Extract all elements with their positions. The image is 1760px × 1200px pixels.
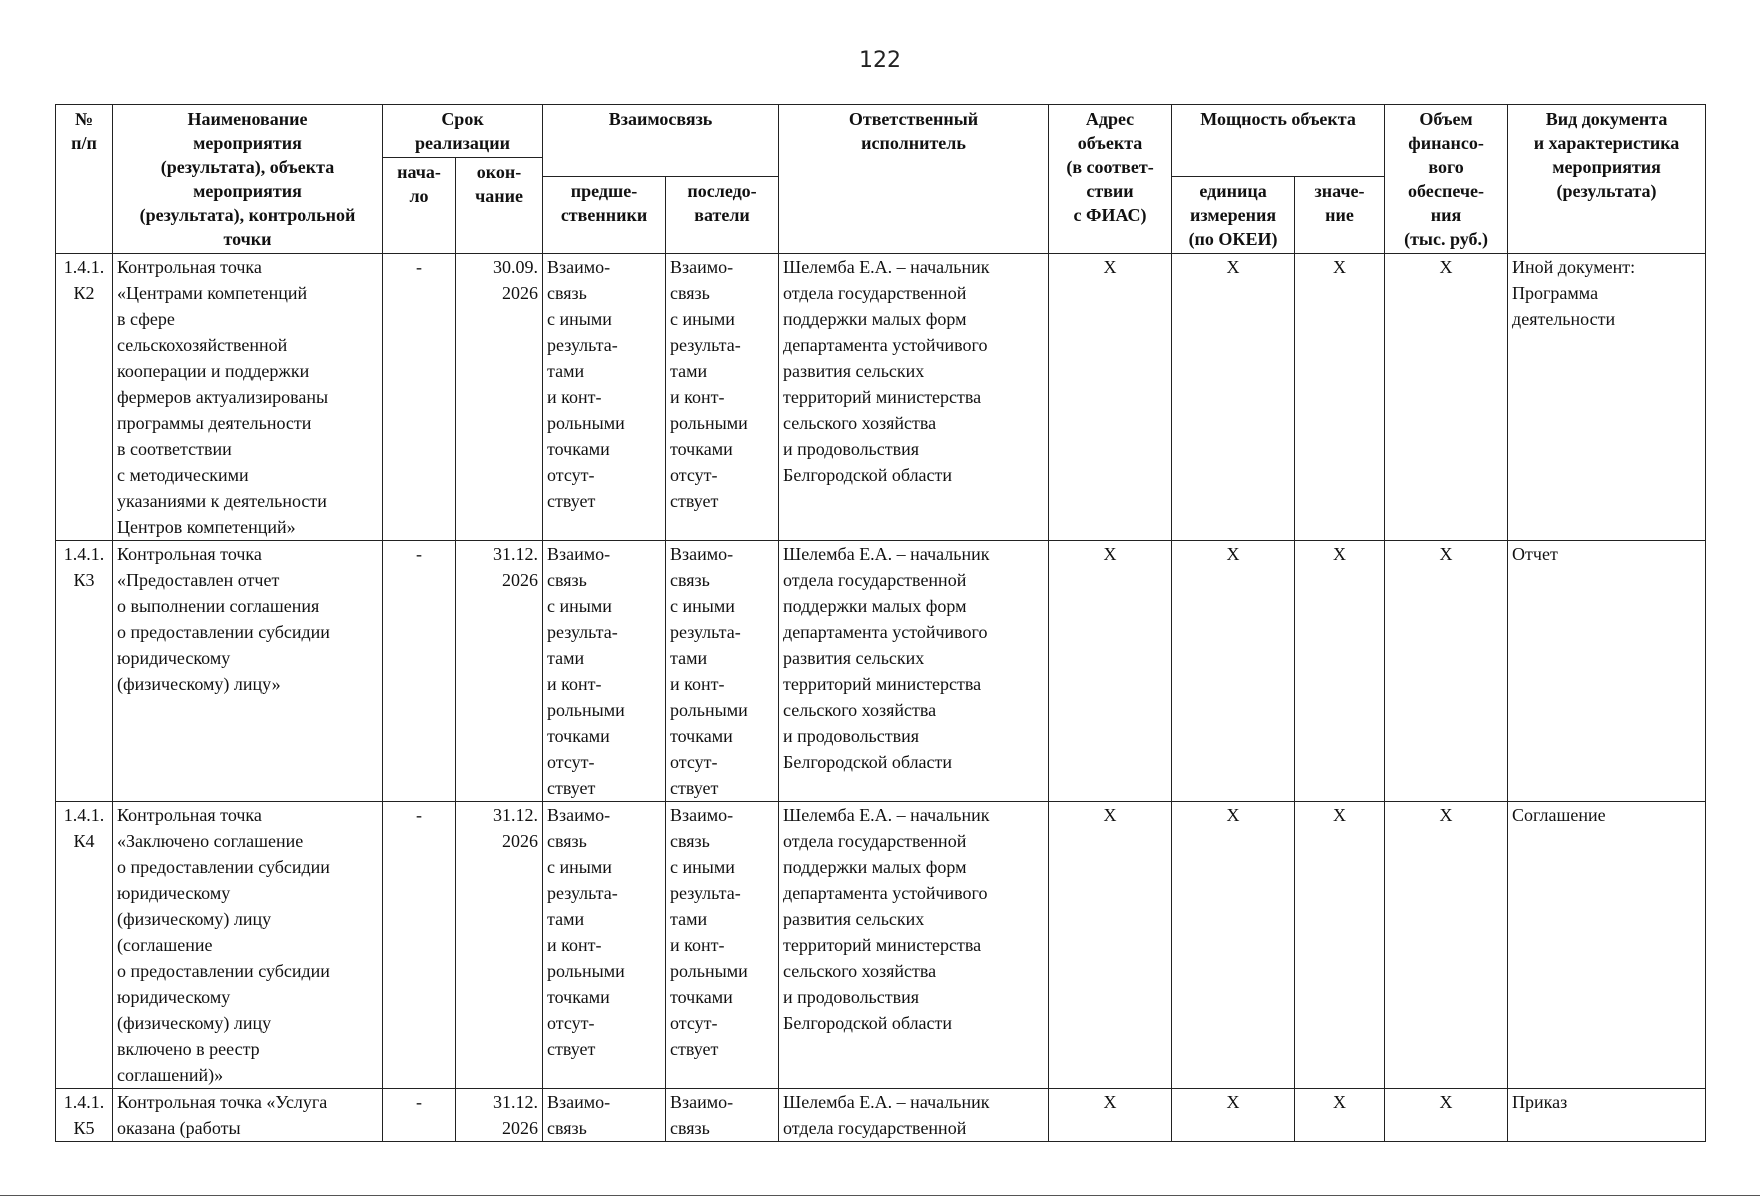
- row-responsible: Шелемба Е.А. – начальник отдела государственной поддержки малых форм департамента устойчивого развития сельских территорий министерства сельского хозяйства и продовольствия Белгородской области: [779, 802, 1049, 1089]
- row-end: 31.12. 2026: [456, 1089, 543, 1142]
- row-responsible: Шелемба Е.А. – начальник отдела государственной: [779, 1089, 1049, 1142]
- row-value: X: [1295, 802, 1385, 1089]
- row-unit: X: [1172, 254, 1295, 541]
- row-doc: Соглашение: [1508, 802, 1706, 1089]
- table-row: [56, 254, 1706, 541]
- table-body: [56, 254, 1706, 1142]
- row-unit: X: [1172, 541, 1295, 802]
- header-term-start: нача- ло: [383, 158, 456, 254]
- row-doc: Приказ: [1508, 1089, 1706, 1142]
- table-row: [56, 1089, 1706, 1142]
- row-unit: X: [1172, 802, 1295, 1089]
- row-num: 1.4.1. К3: [56, 541, 113, 802]
- row-name: Контрольная точка «Предоставлен отчет о выполнении соглашения о предоставлении субсидии юридическому (физическому) лицу»: [113, 541, 383, 802]
- row-end: 31.12. 2026: [456, 541, 543, 802]
- row-address: X: [1049, 1089, 1172, 1142]
- header-responsible: Ответственный исполнитель: [779, 105, 1049, 254]
- row-end: 31.12. 2026: [456, 802, 543, 1089]
- row-responsible: Шелемба Е.А. – начальник отдела государственной поддержки малых форм департамента устойчивого развития сельских территорий министерства сельского хозяйства и продовольствия Белгородской области: [779, 254, 1049, 541]
- row-doc: Отчет: [1508, 541, 1706, 802]
- header-link: Взаимосвязь: [543, 105, 779, 177]
- row-doc: Иной документ: Программа деятельности: [1508, 254, 1706, 541]
- row-address: X: [1049, 254, 1172, 541]
- page-bottom-rule: [0, 1195, 1760, 1196]
- table-row: [56, 802, 1706, 1089]
- row-pred: Взаимо- связь: [543, 1089, 666, 1142]
- row-start: -: [383, 541, 456, 802]
- row-succ: Взаимо- связь с иными результа- тами и конт- рольными точками отсут- ствует: [666, 541, 779, 802]
- page-number: 122: [859, 48, 901, 73]
- table-row: [56, 541, 1706, 802]
- row-end: 30.09. 2026: [456, 254, 543, 541]
- header-term-end: окон- чание: [456, 158, 543, 254]
- header-term: Срок реализации: [383, 105, 543, 158]
- row-pred: Взаимо- связь с иными результа- тами и конт- рольными точками отсут- ствует: [543, 254, 666, 541]
- table-header: [56, 105, 1706, 254]
- row-num: 1.4.1. К5: [56, 1089, 113, 1142]
- row-finance: X: [1385, 254, 1508, 541]
- row-responsible: Шелемба Е.А. – начальник отдела государственной поддержки малых форм департамента устойчивого развития сельских территорий министерства сельского хозяйства и продовольствия Белгородской области: [779, 541, 1049, 802]
- row-num: 1.4.1. К2: [56, 254, 113, 541]
- row-name: Контрольная точка «Заключено соглашение о предоставлении субсидии юридическому (физическому) лицу (соглашение о предоставлении субсидии юридическому (физическому) лицу включено в реестр соглашений)»: [113, 802, 383, 1089]
- row-succ: Взаимо- связь: [666, 1089, 779, 1142]
- row-unit: X: [1172, 1089, 1295, 1142]
- header-capacity: Мощность объекта: [1172, 105, 1385, 177]
- row-finance: X: [1385, 1089, 1508, 1142]
- header-cap-unit: единица измерения (по ОКЕИ): [1172, 177, 1295, 254]
- row-pred: Взаимо- связь с иными результа- тами и конт- рольными точками отсут- ствует: [543, 802, 666, 1089]
- row-name: Контрольная точка «Услуга оказана (работы: [113, 1089, 383, 1142]
- header-num: № п/п: [56, 105, 113, 254]
- row-finance: X: [1385, 802, 1508, 1089]
- row-succ: Взаимо- связь с иными результа- тами и конт- рольными точками отсут- ствует: [666, 254, 779, 541]
- row-pred: Взаимо- связь с иными результа- тами и конт- рольными точками отсут- ствует: [543, 541, 666, 802]
- row-succ: Взаимо- связь с иными результа- тами и конт- рольными точками отсут- ствует: [666, 802, 779, 1089]
- row-start: -: [383, 1089, 456, 1142]
- row-address: X: [1049, 802, 1172, 1089]
- header-link-succ: последо- ватели: [666, 177, 779, 254]
- row-start: -: [383, 802, 456, 1089]
- row-address: X: [1049, 541, 1172, 802]
- header-address: Адрес объекта (в соответ- ствии с ФИАС): [1049, 105, 1172, 254]
- row-finance: X: [1385, 541, 1508, 802]
- row-value: X: [1295, 254, 1385, 541]
- header-finance: Объем финансо- вого обеспече- ния (тыс. руб.): [1385, 105, 1508, 254]
- row-num: 1.4.1. К4: [56, 802, 113, 1089]
- plan-table: [55, 104, 1706, 1142]
- row-value: X: [1295, 541, 1385, 802]
- header-doc-type: Вид документа и характеристика мероприятия (результата): [1508, 105, 1706, 254]
- row-value: X: [1295, 1089, 1385, 1142]
- header-cap-value: значе- ние: [1295, 177, 1385, 254]
- header-link-pred: предше- ственники: [543, 177, 666, 254]
- row-start: -: [383, 254, 456, 541]
- header-name: Наименование мероприятия (результата), объекта мероприятия (результата), контрольной точки: [113, 105, 383, 254]
- row-name: Контрольная точка «Центрами компетенций в сфере сельскохозяйственной кооперации и поддержки фермеров актуализированы программы деятельности в соответствии с методическими указаниями к деятельности Центров компетенций»: [113, 254, 383, 541]
